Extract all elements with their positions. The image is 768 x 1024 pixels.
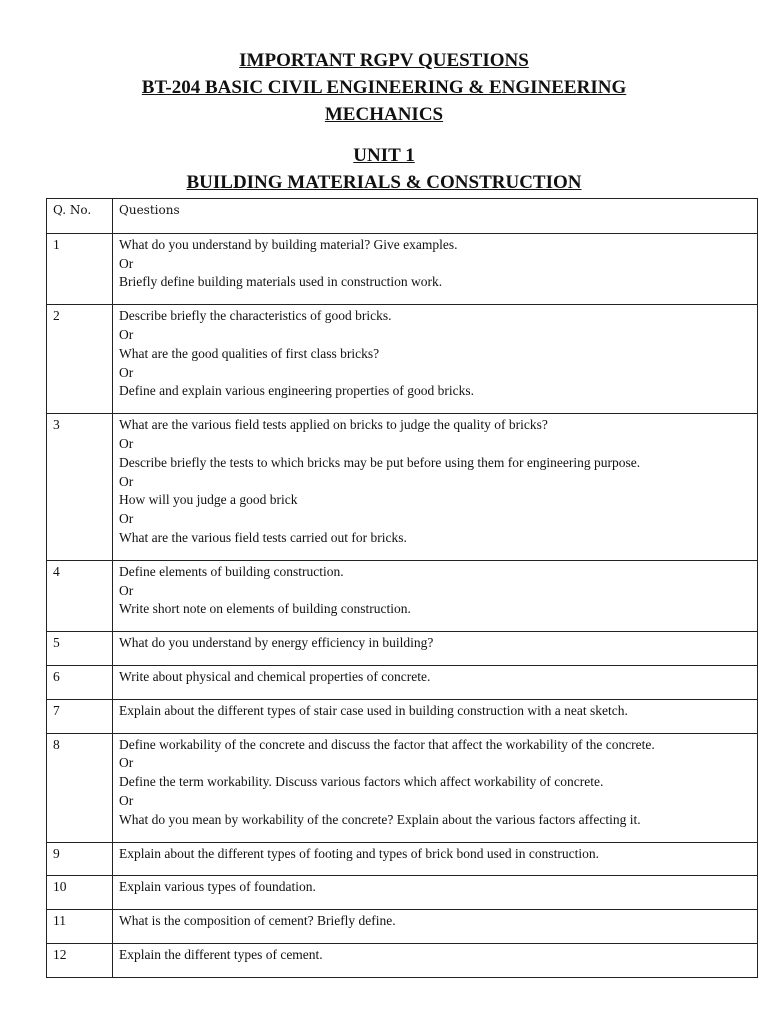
table-row: [47, 233, 758, 304]
question-text: What are the various field tests carried out for bricks.: [119, 529, 407, 545]
document-title-line-2: BT-204 BASIC CIVIL ENGINEERING & ENGINEERING: [141, 77, 627, 98]
question-text: Describe briefly the characteristics of good bricks.: [119, 308, 392, 324]
question-number: 3: [47, 414, 113, 561]
unit-title: BUILDING MATERIALS & CONSTRUCTION: [186, 172, 582, 193]
question-text: Explain about the different types of footing and types of brick bond used in construction.: [119, 845, 600, 861]
table-row: [47, 305, 758, 414]
table-row: [47, 699, 758, 733]
table-row: [47, 943, 758, 977]
question-text: What are the various field tests applied on bricks to judge the quality of bricks?: [119, 417, 548, 433]
question-text: Explain about the different types of stair case used in building construction with a neat sketch.: [119, 702, 628, 718]
question-cell: [113, 910, 758, 944]
question-text: Write short note on elements of building construction.: [119, 601, 411, 617]
question-text: Explain the different types of cement.: [119, 946, 323, 962]
question-cell: [113, 876, 758, 910]
table-row: [47, 632, 758, 666]
question-number: 5: [47, 632, 113, 666]
column-header-questions: Questions: [113, 199, 758, 234]
or-separator: Or: [119, 511, 134, 527]
question-text: What do you understand by energy efficiency in building?: [119, 635, 434, 651]
table-row: [47, 414, 758, 561]
question-text: Define elements of building construction.: [119, 563, 344, 579]
question-cell: [113, 699, 758, 733]
or-separator: Or: [119, 755, 134, 771]
table-row: [47, 560, 758, 631]
question-text: Define the term workability. Discuss various factors which affect workability of concrete.: [119, 774, 604, 790]
question-number: 9: [47, 842, 113, 876]
question-text: How will you judge a good brick: [119, 492, 298, 508]
question-text: Define and explain various engineering properties of good bricks.: [119, 383, 475, 399]
question-text: Write about physical and chemical properties of concrete.: [119, 668, 431, 684]
question-number: 4: [47, 560, 113, 631]
table-row: [47, 842, 758, 876]
question-number: 8: [47, 733, 113, 842]
or-separator: Or: [119, 326, 134, 342]
table-row: [47, 876, 758, 910]
question-cell: [113, 560, 758, 631]
or-separator: Or: [119, 473, 134, 489]
question-text: What do you mean by workability of the concrete? Explain about the various factors affecting it.: [119, 811, 641, 827]
question-cell: [113, 665, 758, 699]
question-number: 10: [47, 876, 113, 910]
table-header-row: [47, 199, 758, 234]
question-text: Briefly define building materials used in construction work.: [119, 274, 443, 290]
question-text: Define workability of the concrete and discuss the factor that affect the workability of the concrete.: [119, 736, 655, 752]
document-title-line-3: MECHANICS: [324, 104, 444, 125]
or-separator: Or: [119, 792, 134, 808]
question-text: Explain various types of foundation.: [119, 879, 316, 895]
or-separator: Or: [119, 582, 134, 598]
question-text: What do you understand by building material? Give examples.: [119, 236, 458, 252]
table-row: [47, 910, 758, 944]
or-separator: Or: [119, 435, 134, 451]
question-number: 6: [47, 665, 113, 699]
question-number: 12: [47, 943, 113, 977]
column-header-qno: Q. No.: [47, 199, 113, 234]
question-text: What are the good qualities of first class bricks?: [119, 345, 380, 361]
question-cell: [113, 233, 758, 304]
table-row: [47, 733, 758, 842]
unit-heading: UNIT 1: [353, 145, 415, 166]
question-number: 7: [47, 699, 113, 733]
question-number: 1: [47, 233, 113, 304]
questions-table-body: [47, 233, 758, 977]
question-cell: [113, 414, 758, 561]
question-cell: [113, 842, 758, 876]
question-number: 11: [47, 910, 113, 944]
question-text: What is the composition of cement? Briefly define.: [119, 913, 396, 929]
or-separator: Or: [119, 255, 134, 271]
question-cell: [113, 632, 758, 666]
question-cell: [113, 943, 758, 977]
questions-table: [46, 198, 758, 978]
question-text: Describe briefly the tests to which bricks may be put before using them for engineering purpose.: [119, 454, 641, 470]
question-cell: [113, 305, 758, 414]
table-row: [47, 665, 758, 699]
question-number: 2: [47, 305, 113, 414]
document-title-line-1: IMPORTANT RGPV QUESTIONS: [239, 50, 529, 71]
or-separator: Or: [119, 364, 134, 380]
question-cell: [113, 733, 758, 842]
